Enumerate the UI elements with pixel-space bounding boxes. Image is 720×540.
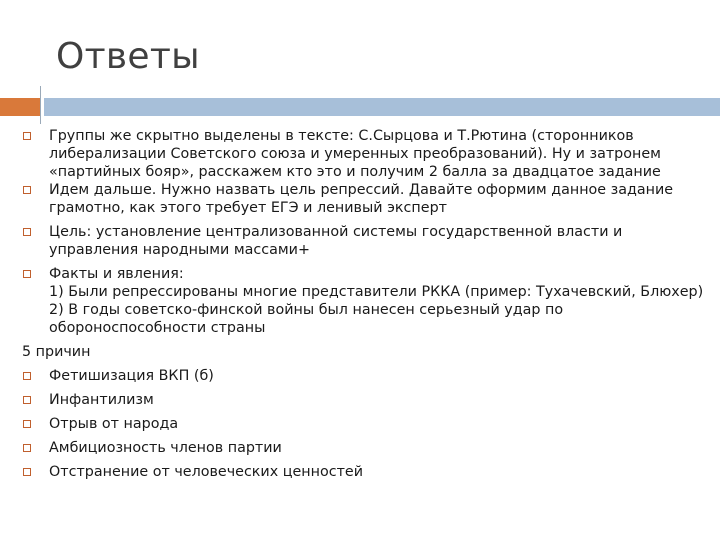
- list-item: [22, 127, 716, 181]
- slide-title: Ответы: [56, 36, 200, 77]
- checkbox-bullet-icon: [23, 396, 31, 404]
- list-item-text: Инфантилизм: [49, 392, 154, 408]
- reasons-heading: 5 причин: [22, 344, 91, 360]
- checkbox-bullet-icon: [23, 132, 31, 140]
- checkbox-bullet-icon: [23, 372, 31, 380]
- list-item: [22, 391, 716, 409]
- checkbox-bullet-icon: [23, 186, 31, 194]
- checkbox-bullet-icon: [23, 444, 31, 452]
- list-item-text: Отстранение от человеческих ценностей: [49, 464, 363, 480]
- checkbox-bullet-icon: [23, 468, 31, 476]
- checkbox-bullet-icon: [23, 270, 31, 278]
- list-item-text: Отрыв от народа: [49, 416, 179, 432]
- checkbox-bullet-icon: [23, 420, 31, 428]
- list-item: [22, 181, 716, 217]
- header-divider-line: [40, 86, 41, 124]
- header-accent-blue: [44, 98, 720, 116]
- list-item: [22, 265, 716, 337]
- checkbox-bullet-icon: [23, 228, 31, 236]
- list-item-text: Факты и явления: 1) Были репрессированы многие представители РККА (пример: Тухачевский, Блюхер) 2) В годы советско-финской войны был нанесен серьезный удар по обороноспособности страны: [49, 266, 704, 336]
- list-item-text: Цель: установление централизованной системы государственной власти и управления народными массами+: [49, 224, 623, 258]
- list-item: [22, 415, 716, 433]
- list-item: [22, 463, 716, 481]
- list-item: [22, 439, 716, 457]
- list-item-text: Амбициозность членов партии: [49, 440, 282, 456]
- list-item-text: Группы же скрытно выделены в тексте: С.Сырцова и Т.Рютина (сторонников либерализации Советского союза и умеренных преобразований). Ну и затронем «партийных бояр», расскажем кто это и получим 2 балла за двадцатое задание: [49, 128, 661, 180]
- header-accent-orange: [0, 98, 40, 116]
- list-item-text: Фетишизация ВКП (б): [49, 368, 214, 384]
- slide-body: [22, 127, 716, 481]
- list-item: [22, 223, 716, 259]
- list-item: [22, 367, 716, 385]
- list-item-text: Идем дальше. Нужно назвать цель репрессий. Давайте оформим данное задание грамотно, как этого требует ЕГЭ и ленивый эксперт: [49, 182, 674, 216]
